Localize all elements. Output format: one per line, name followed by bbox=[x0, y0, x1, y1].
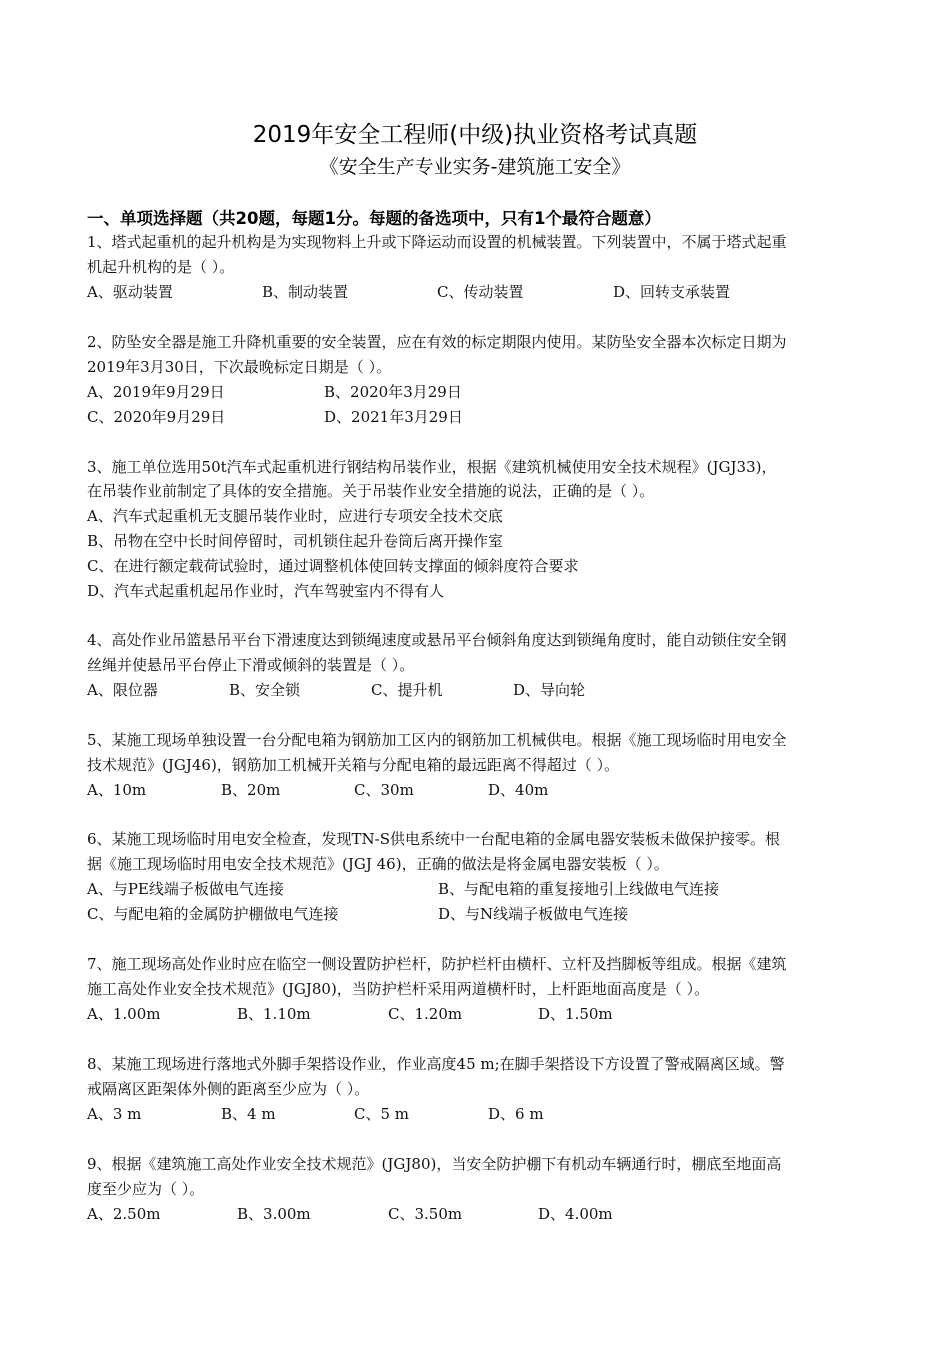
question-text: 技术规范》(JGJ46)，钢筋加工机械开关箱与分配电箱的最远距离不得超过（ ）。 bbox=[87, 756, 620, 774]
question-text: 2、防坠安全器是施工升降机重要的安全装置，应在有效的标定期限内使用。某防坠安全器本次标定日期为 bbox=[87, 333, 787, 351]
option-c: C、在进行额定载荷试验时，通过调整机体使回转支撑面的倾斜度符合要求 bbox=[87, 557, 579, 575]
question-text: 1、塔式起重机的起升机构是为实现物料上升或下降运动而设置的机械装置。下列装置中，不属于塔式起重 bbox=[87, 233, 787, 251]
option-a: A、1.00m bbox=[87, 1005, 161, 1023]
option-c: C、与配电箱的金属防护棚做电气连接 bbox=[87, 905, 339, 923]
option-a: A、3 m bbox=[87, 1105, 142, 1123]
question-text: 戒隔离区距架体外侧的距离至少应为（ ）。 bbox=[87, 1080, 370, 1098]
question-text: 3、施工单位选用50t汽车式起重机进行钢结构吊装作业，根据《建筑机械使用安全技术规程》(JGJ33)， bbox=[87, 458, 777, 476]
option-d: D、2021年3月29日 bbox=[324, 408, 463, 426]
option-d: D、回转支承装置 bbox=[613, 283, 731, 301]
option-a: A、与PE线端子板做电气连接 bbox=[87, 880, 284, 898]
question-text: 2019年3月30日，下次最晚标定日期是（ ）。 bbox=[87, 358, 392, 376]
option-c: C、30m bbox=[354, 781, 414, 799]
option-c: C、5 m bbox=[354, 1105, 410, 1123]
question-text: 度至少应为（ ）。 bbox=[87, 1180, 205, 1198]
option-a: A、驱动装置 bbox=[87, 283, 173, 301]
question-text: 7、施工现场高处作业时应在临空一侧设置防护栏杆，防护栏杆由横杆、立杆及挡脚板等组成。根据《建筑 bbox=[87, 955, 787, 973]
option-d: D、汽车式起重机起吊作业时，汽车驾驶室内不得有人 bbox=[87, 582, 445, 600]
question-text: 丝绳并使悬吊平台停止下滑或倾斜的装置是（ ）。 bbox=[87, 656, 415, 674]
question-text: 5、某施工现场单独设置一台分配电箱为钢筋加工区内的钢筋加工机械供电。根据《施工现场临时用电安全 bbox=[87, 731, 787, 749]
section-heading: 一、单项选择题（共20题，每题1分。每题的备选项中，只有1个最符合题意） bbox=[87, 209, 661, 228]
option-a: A、10m bbox=[87, 781, 147, 799]
option-c: C、1.20m bbox=[388, 1005, 463, 1023]
option-c: C、传动装置 bbox=[437, 283, 524, 301]
option-d: D、与N线端子板做电气连接 bbox=[438, 905, 629, 923]
option-c: C、3.50m bbox=[388, 1205, 463, 1223]
option-d: D、4.00m bbox=[538, 1205, 613, 1223]
option-c: C、提升机 bbox=[371, 681, 443, 699]
question-text: 6、某施工现场临时用电安全检查，发现TN-S供电系统中一台配电箱的金属电器安装板未做保护接零。根 bbox=[87, 830, 781, 848]
option-b: B、吊物在空中长时间停留时，司机锁住起升卷筒后离开操作室 bbox=[87, 532, 504, 550]
option-d: D、40m bbox=[488, 781, 549, 799]
option-a: A、2.50m bbox=[87, 1205, 161, 1223]
option-b: B、制动装置 bbox=[262, 283, 349, 301]
question-text: 机起升机构的是（ ）。 bbox=[87, 258, 235, 276]
question-text: 施工高处作业安全技术规范》(JGJ80)，当防护栏杆采用两道横杆时，上杆距地面高度是（ ）。 bbox=[87, 980, 710, 998]
option-b: B、3.00m bbox=[237, 1205, 311, 1223]
option-c: C、2020年9月29日 bbox=[87, 408, 226, 426]
option-d: D、1.50m bbox=[538, 1005, 613, 1023]
option-b: B、与配电箱的重复接地引上线做电气连接 bbox=[438, 880, 720, 898]
question-text: 在吊装作业前制定了具体的安全措施。关于吊装作业安全措施的说法，正确的是（ ）。 bbox=[87, 482, 655, 500]
page-title: 2019年安全工程师(中级)执业资格考试真题 bbox=[252, 122, 698, 148]
option-b: B、4 m bbox=[221, 1105, 276, 1123]
question-text: 8、某施工现场进行落地式外脚手架搭设作业，作业高度45 m;在脚手架搭设下方设置了警戒隔离区域。警 bbox=[87, 1055, 785, 1073]
question-text: 据《施工现场临时用电安全技术规范》(JGJ 46)，正确的做法是将金属电器安装板（ ）。 bbox=[87, 855, 669, 873]
option-d: D、导向轮 bbox=[513, 681, 586, 699]
option-b: B、1.10m bbox=[237, 1005, 311, 1023]
question-text: 9、根据《建筑施工高处作业安全技术规范》(JGJ80)，当安全防护棚下有机动车辆通行时，棚底至地面高 bbox=[87, 1155, 782, 1173]
option-a: A、2019年9月29日 bbox=[87, 383, 225, 401]
question-text: 4、高处作业吊篮悬吊平台下滑速度达到锁绳速度或悬吊平台倾斜角度达到锁绳角度时，能自动锁住安全钢 bbox=[87, 631, 787, 649]
option-a: A、汽车式起重机无支腿吊装作业时，应进行专项安全技术交底 bbox=[87, 507, 503, 525]
option-b: B、20m bbox=[221, 781, 281, 799]
option-d: D、6 m bbox=[488, 1105, 544, 1123]
option-b: B、安全锁 bbox=[229, 681, 301, 699]
option-a: A、限位器 bbox=[87, 681, 158, 699]
page-subtitle: 《安全生产专业实务-建筑施工安全》 bbox=[319, 156, 631, 178]
option-b: B、2020年3月29日 bbox=[324, 383, 462, 401]
